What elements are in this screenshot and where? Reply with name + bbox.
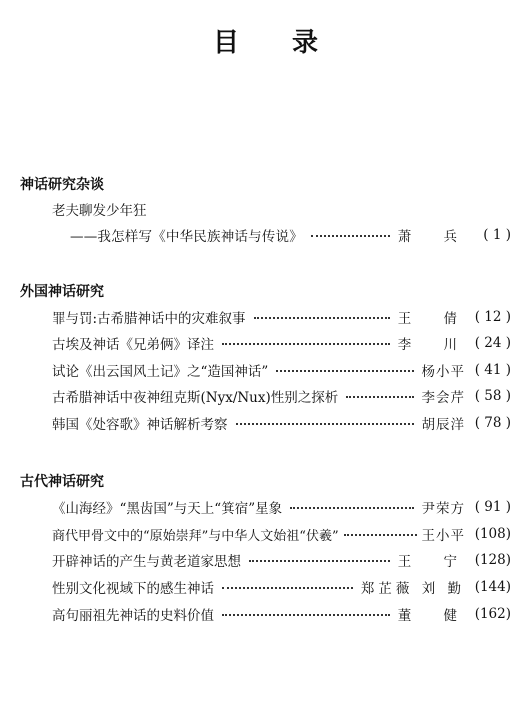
entry-title: 高句丽祖先神话的史料价值 xyxy=(52,608,214,624)
toc-entry[interactable] xyxy=(52,576,511,598)
toc-entry[interactable] xyxy=(52,523,511,545)
entry-author: 王 倩 xyxy=(397,311,471,327)
entry-page: ( 91 ) xyxy=(474,499,511,515)
toc-entry[interactable] xyxy=(52,603,511,625)
entry-title: 古希腊神话中夜神纽克斯(Nyx/Nux)性别之探析 xyxy=(52,390,339,406)
section-heading: 外国神话研究 xyxy=(20,284,104,300)
entry-title: 老夫聊发少年狂 xyxy=(52,203,147,219)
entry-title: 性别文化视域下的感生神话 xyxy=(52,581,214,597)
entry-author: 王 宁 xyxy=(397,554,471,570)
leader-dots xyxy=(222,343,390,345)
page-title: 目 录 xyxy=(212,28,341,58)
entry-page: ( 78 ) xyxy=(474,415,511,431)
leader-dots xyxy=(346,396,413,398)
entry-page: ( 41 ) xyxy=(474,362,511,378)
entry-author: 萧 兵 xyxy=(397,229,471,245)
entry-title: 《山海经》“黑齿国”与天上“箕宿”星象 xyxy=(52,501,283,517)
entry-author: 王小平 xyxy=(421,528,465,544)
section-heading: 神话研究杂谈 xyxy=(20,177,104,193)
entry-author: 尹荣方 xyxy=(421,501,465,517)
leader-dots xyxy=(344,534,417,536)
toc-entry[interactable] xyxy=(52,332,511,354)
section-heading: 古代神话研究 xyxy=(20,474,104,490)
entry-page: (162) xyxy=(474,606,511,622)
leader-dots xyxy=(222,614,390,616)
entry-author: 胡辰洋 xyxy=(421,417,465,433)
entry-author: 郑芷薇 刘 勤 xyxy=(360,581,465,597)
entry-title: ——我怎样写《中华民族神话与传说》 xyxy=(70,229,303,245)
entry-page: ( 1 ) xyxy=(483,227,511,243)
leader-dots xyxy=(290,507,413,509)
entry-title: 古埃及神话《兄弟俩》译注 xyxy=(52,337,214,353)
entry-author: 杨小平 xyxy=(421,364,465,380)
leader-dots xyxy=(276,370,413,372)
leader-dots xyxy=(222,587,353,589)
entry-page: (108) xyxy=(474,526,511,542)
leader-dots xyxy=(249,560,390,562)
entry-page: (144) xyxy=(474,579,511,595)
entry-title: 商代甲骨文中的“原始崇拜”与中华人文始祖“伏羲” xyxy=(52,528,339,544)
entry-title: 罪与罚:古希腊神话中的灾难叙事 xyxy=(52,311,246,327)
entry-title: 开辟神话的产生与黄老道家思想 xyxy=(52,554,241,570)
leader-dots xyxy=(254,317,390,319)
toc-entry[interactable] xyxy=(52,198,511,220)
toc-entry[interactable] xyxy=(52,496,511,518)
entry-author: 李会芹 xyxy=(421,390,465,406)
toc-entry[interactable] xyxy=(52,412,511,434)
entry-title: 试论《出云国风土记》之“造国神话” xyxy=(52,364,269,380)
entry-page: (128) xyxy=(474,552,511,568)
leader-dots xyxy=(311,235,390,237)
toc-entry[interactable] xyxy=(52,359,511,381)
toc-entry[interactable] xyxy=(52,385,511,407)
entry-page: ( 12 ) xyxy=(474,309,511,325)
leader-dots xyxy=(236,423,414,425)
toc-entry[interactable] xyxy=(52,306,511,328)
toc-entry[interactable] xyxy=(52,549,511,571)
entry-author: 李 川 xyxy=(397,337,471,353)
entry-page: ( 24 ) xyxy=(474,335,511,351)
toc-entry[interactable] xyxy=(70,224,511,246)
entry-title: 韩国《处容歌》神话解析考察 xyxy=(52,417,228,433)
entry-author: 董 健 xyxy=(397,608,471,624)
entry-page: ( 58 ) xyxy=(474,388,511,404)
